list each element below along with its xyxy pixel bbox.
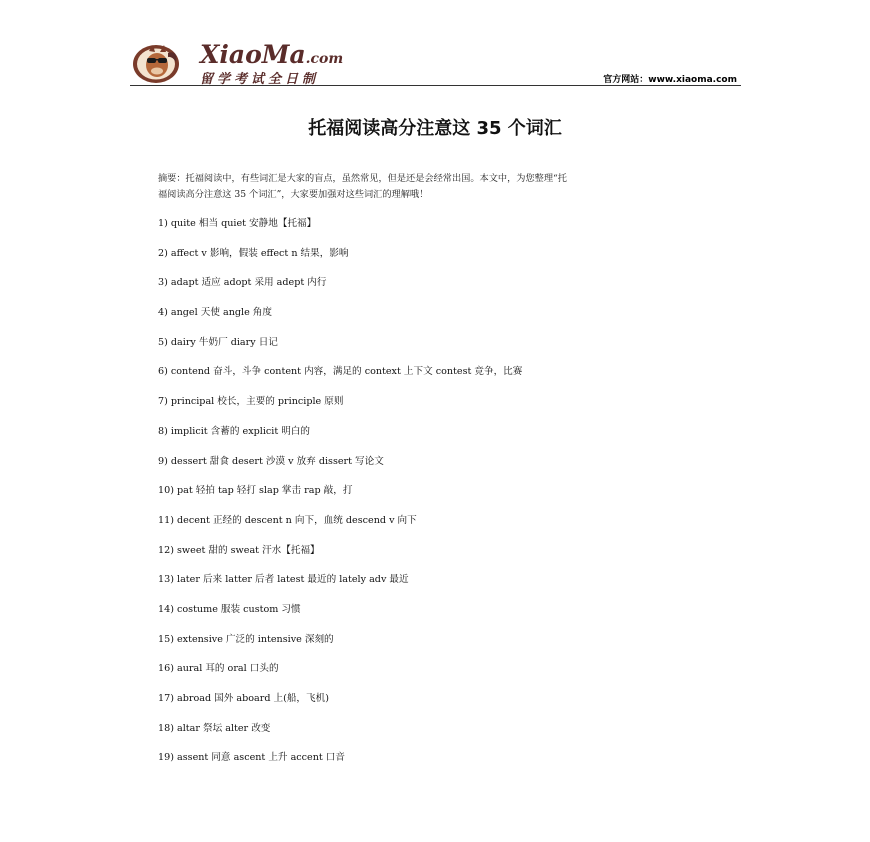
vocab-item: 7) principal 校长，主要的 principle 原则 bbox=[158, 396, 344, 408]
vocab-item: 5) dairy 牛奶厂 diary 日记 bbox=[158, 336, 278, 348]
official-site-label[interactable]: 官方网站：www.xiaoma.com bbox=[603, 75, 737, 85]
abstract bbox=[158, 171, 740, 203]
vocab-item: 19) assent 同意 ascent 上升 accent 口音 bbox=[158, 752, 345, 764]
abstract-line-2: 福阅读高分注意这 35 个词汇”，大家要加强对这些词汇的理解哦！ bbox=[158, 189, 429, 200]
vocab-item: 12) sweet 甜的 sweat 汗水【托福】 bbox=[158, 544, 320, 556]
vocab-item: 6) contend 奋斗，斗争 content 内容，满足的 context 上下文 contest 竞争，比赛 bbox=[158, 366, 523, 378]
brand-slogan: 留学考试全日制 bbox=[200, 72, 320, 87]
vocab-item: 11) decent 正经的 descent n 向下，血统 descend v 向下 bbox=[158, 514, 417, 526]
vocab-item: 3) adapt 适应 adopt 采用 adept 内行 bbox=[158, 277, 327, 289]
vocab-item: 13) later 后来 latter 后者 latest 最近的 lately adv 最近 bbox=[158, 574, 409, 586]
vocab-item: 1) quite 相当 quiet 安静地【托福】 bbox=[158, 218, 317, 229]
brand-wordmark[interactable]: XiaoMa.com bbox=[200, 40, 344, 69]
vocab-item: 9) dessert 甜食 desert 沙漠 v 放弃 dissert 写论文 bbox=[158, 455, 384, 467]
vocab-item: 18) altar 祭坛 alter 改变 bbox=[158, 722, 271, 734]
header-divider bbox=[130, 85, 741, 86]
page-header bbox=[130, 38, 741, 88]
vocab-item: 15) extensive 广泛的 intensive 深刻的 bbox=[158, 633, 334, 645]
abstract-line-1: 摘要：托福阅读中，有些词汇是大家的盲点，虽然常见，但是还是会经常出国。本文中，为您整理“托 bbox=[158, 173, 567, 184]
vocab-item: 16) aural 耳的 oral 口头的 bbox=[158, 663, 279, 675]
vocab-item: 4) angel 天使 angle 角度 bbox=[158, 307, 272, 319]
vocab-item: 17) abroad 国外 aboard 上(船，飞机) bbox=[158, 693, 329, 704]
vocab-item: 10) pat 轻拍 tap 轻打 slap 掌击 rap 敲，打 bbox=[158, 485, 353, 497]
vocab-item: 8) implicit 含蓄的 explicit 明白的 bbox=[158, 425, 311, 437]
vocab-item: 2) affect v 影响，假装 effect n 结果，影响 bbox=[158, 247, 349, 259]
page-title: 托福阅读高分注意这 35 个词汇 bbox=[308, 118, 562, 139]
vocab-item: 14) costume 服装 custom 习惯 bbox=[158, 603, 301, 615]
horse-mascot-logo-icon bbox=[132, 42, 184, 84]
vocabulary-list bbox=[158, 214, 718, 778]
